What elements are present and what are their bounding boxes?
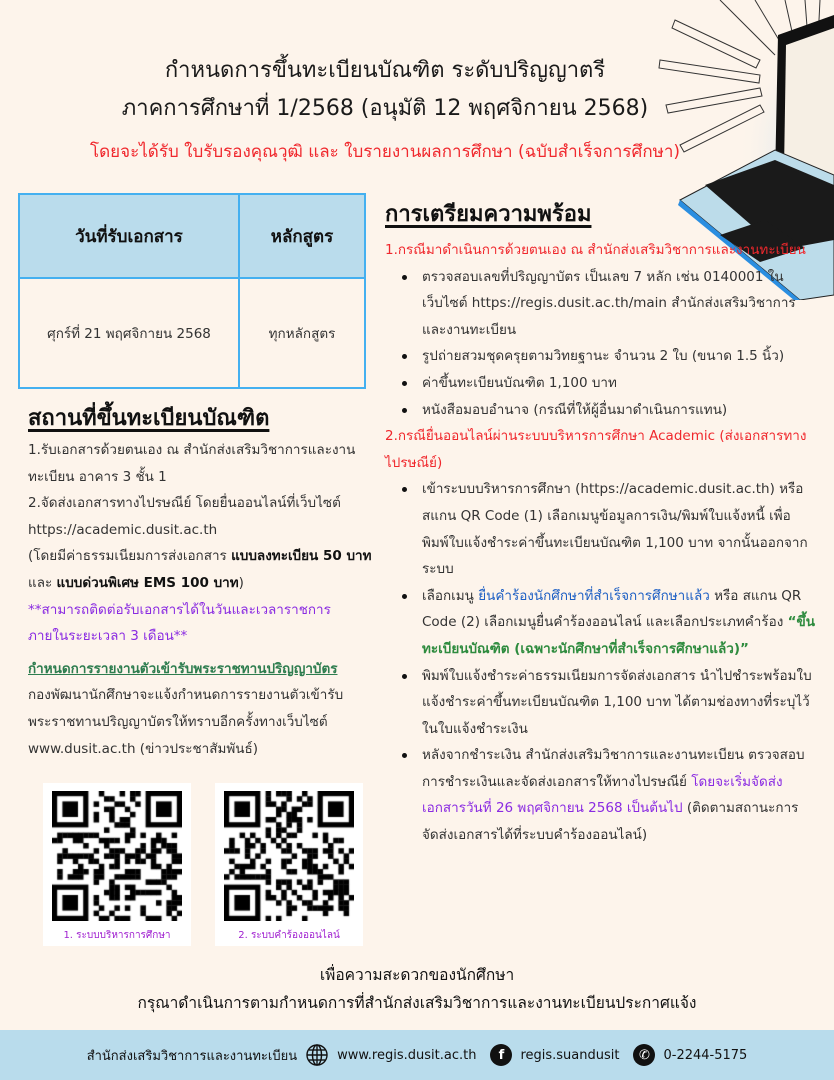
- qr-label: 2. ระบบคำร้องออนไลน์: [238, 930, 340, 941]
- globe-icon: [305, 1043, 329, 1067]
- list-item: พิมพ์ใบแจ้งชำระค่าธรรมเนียมการจัดส่งเอกสาร นำไปชำระพร้อมใบแจ้งชำระค่าขึ้นทะเบียนบัณฑิต 1,100 บาท ได้ตามช่องทางที่ระบุไว้ในใบแจ้งชำระเงิน: [385, 663, 815, 743]
- fee-ems: แบบด่วนพิเศษ EMS 100 บาท: [56, 574, 239, 591]
- list-item: [385, 742, 815, 848]
- list-item: รูปถ่ายสวมชุดครุยตามวิทยฐานะ จำนวน 2 ใบ (ขนาด 1.5 นิ้ว): [385, 343, 815, 370]
- shipping-date: โดยจะเริ่มจัดส่งเอกสารวันที่ 26 พฤศจิกายน 2568 เป็นต้นไป: [422, 773, 783, 817]
- location-section: [28, 400, 373, 762]
- facebook-icon: f: [490, 1044, 512, 1066]
- menu-name: ยื่นคำร้องนักศึกษาที่สำเร็จการศึกษาแล้ว: [478, 587, 710, 604]
- case2-heading: 2.กรณียื่นออนไลน์ผ่านระบบบริหารการศึกษา Academic (ส่งเอกสารทางไปรษณีย์): [385, 428, 807, 471]
- text: หรือ สแกน QR Code (2) เลือกเมนูยื่นคำร้องออนไลน์ และเลือกประเภทคำร้อง: [422, 587, 802, 631]
- footer-phone[interactable]: 0-2244-5175: [663, 1047, 748, 1063]
- qr-code[interactable]: [52, 791, 182, 921]
- cell-program: ทุกหลักสูตร: [239, 278, 365, 388]
- page-title: กำหนดการขึ้นทะเบียนบัณฑิต ระดับปริญญาตรี: [164, 58, 606, 83]
- list-item: ตรวจสอบเลขที่ปริญญาบัตร เป็นเลข 7 หลัก เช่น 0140001 ในเว็บไซต์ https://regis.dusit.ac.th/main สำนักส่งเสริมวิชาการและงานทะเบียน: [385, 264, 815, 344]
- location-heading: สถานที่ขึ้นทะเบียนบัณฑิต: [28, 406, 270, 431]
- table-header-row: [19, 194, 365, 278]
- fee-and: และ: [28, 574, 57, 591]
- petition-type: “ขึ้นทะเบียนบัณฑิต (เฉพาะนักศึกษาที่สำเร็จการศึกษาแล้ว)”: [422, 614, 815, 657]
- text: หลังจากชำระเงิน สำนักส่งเสริมวิชาการและงานทะเบียน ตรวจสอบการชำระเงินและจัดส่งเอกสารให้ทางไปรษณีย์: [422, 747, 805, 790]
- report-heading: กำหนดการรายงานตัวเข้ารับพระราชทานปริญญาบัตร: [28, 660, 338, 677]
- list-item: หนังสือมอบอำนาจ (กรณีที่ให้ผู้อื่นมาดำเนินการแทน): [385, 397, 815, 424]
- text: (ติดตามสถานะการจัดส่งเอกสารได้ที่ระบบคำร้องออนไลน์): [422, 800, 799, 844]
- header-date: วันที่รับเอกสาร: [19, 194, 239, 278]
- qr-code[interactable]: [224, 791, 354, 921]
- preparation-heading: การเตรียมความพร้อม: [385, 202, 592, 227]
- footer-org: สำนักส่งเสริมวิชาการและงานทะเบียน: [86, 1048, 298, 1064]
- closing-line-1: เพื่อความสะดวกของนักศึกษา: [319, 966, 515, 984]
- page-subtitle-semester: ภาคการศึกษาที่ 1/2568 (อนุมัติ 12 พฤศจิกายน 2568): [121, 96, 649, 121]
- fee-prefix: (โดยมีค่าธรรมเนียมการส่งเอกสาร: [28, 548, 232, 565]
- fee-registered: แบบลงทะเบียน 50 บาท: [231, 548, 372, 565]
- header-program: หลักสูตร: [239, 194, 365, 278]
- case1-list: [385, 264, 815, 424]
- fee-info: [28, 543, 373, 596]
- footer: [0, 1030, 834, 1080]
- qr-card-petition[interactable]: [215, 783, 363, 946]
- footer-facebook[interactable]: regis.suandusit: [520, 1047, 620, 1063]
- text: เลือกเมนู: [422, 587, 479, 604]
- case1-heading: 1.กรณีมาดำเนินการด้วยตนเอง ณ สำนักส่งเสริมวิชาการและงานทะเบียน: [385, 242, 806, 258]
- qr-label: 1. ระบบบริหารการศึกษา: [63, 930, 171, 941]
- table-row: [19, 278, 365, 388]
- phone-icon: ✆: [633, 1044, 655, 1066]
- pickup-note: **สามารถติดต่อรับเอกสารได้ในวันและเวลาราชการ ภายในระยะเวลา 3 เดือน**: [28, 601, 331, 645]
- location-item-2: 2.จัดส่งเอกสารทางไปรษณีย์ โดยยื่นออนไลน์ที่เว็บไซต์ https://academic.dusit.ac.th: [28, 495, 341, 538]
- list-item: ค่าขึ้นทะเบียนบัณฑิต 1,100 บาท: [385, 370, 815, 397]
- list-item: เข้าระบบบริหารการศึกษา (https://academic.dusit.ac.th) หรือ สแกน QR Code (1) เลือกเมนูข้อมูลการเงิน/พิมพ์ใบแจ้งหนี้ เพื่อพิมพ์ใบแจ้งชำระค่าขึ้นทะเบียนบัณฑิต 1,100 บาท จากนั้นออกจากระบบ: [385, 476, 815, 582]
- preparation-section: [385, 196, 815, 849]
- location-item-1: 1.รับเอกสารด้วยตนเอง ณ สำนักส่งเสริมวิชาการและงานทะเบียน อาคาร 3 ชั้น 1: [28, 442, 356, 485]
- cell-date: ศุกร์ที่ 21 พฤศจิกายน 2568: [19, 278, 239, 388]
- fee-suffix: ): [238, 574, 244, 591]
- list-item: [385, 583, 815, 663]
- report-text: กองพัฒนานักศึกษาจะแจ้งกำหนดการรายงานตัวเข้ารับพระราชทานปริญญาบัตรให้ทราบอีกครั้งทางเว็บไซต์ www.dusit.ac.th (ข่าวประชาสัมพันธ์): [28, 687, 344, 757]
- case2-list: [385, 476, 815, 848]
- qr-card-academic[interactable]: [43, 783, 191, 946]
- footer-website[interactable]: www.regis.dusit.ac.th: [337, 1047, 477, 1063]
- schedule-table: [18, 193, 366, 389]
- documents-note: โดยจะได้รับ ใบรับรองคุณวุฒิ และ ใบรายงานผลการศึกษา (ฉบับสำเร็จการศึกษา): [90, 142, 680, 162]
- closing-line-2: กรุณาดำเนินการตามกำหนดการที่สำนักส่งเสริมวิชาการและงานทะเบียนประกาศแจ้ง: [137, 994, 697, 1012]
